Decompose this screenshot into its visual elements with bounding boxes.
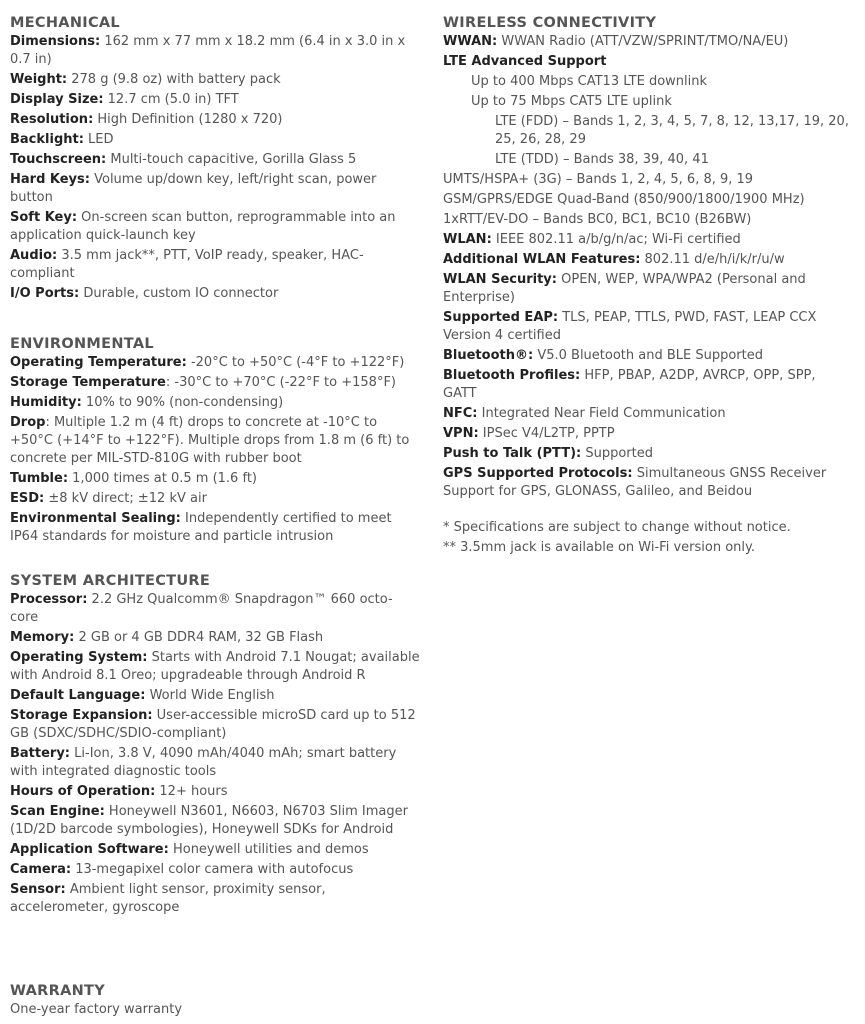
spec-value: V5.0 Bluetooth and BLE Supported: [533, 348, 763, 363]
spec-item: [10, 490, 420, 508]
spec-value: 1,000 times at 0.5 m (1.6 ft): [68, 471, 257, 486]
spec-label: Default Language:: [10, 688, 146, 703]
footnote: ** 3.5mm jack is available on Wi-Fi version only.: [443, 540, 755, 555]
spec-item: [10, 131, 420, 149]
spec-value: Supported: [581, 446, 653, 461]
spec-label: Additional WLAN Features:: [443, 252, 641, 267]
spec-item: [443, 405, 853, 423]
spec-value: LTE (TDD) – Bands 38, 39, 40, 41: [495, 152, 709, 167]
spec-item: [443, 465, 853, 501]
spec-item: [10, 881, 420, 917]
spec-item: [10, 803, 420, 839]
spec-item: [10, 151, 420, 169]
spec-item: [10, 91, 420, 109]
spec-item: [443, 231, 853, 249]
warranty-text: One-year factory warranty: [10, 1002, 183, 1017]
mechanical-section: [10, 14, 420, 305]
spec-label: Camera:: [10, 862, 72, 877]
environmental-list: [10, 354, 420, 546]
spec-item: [10, 629, 420, 647]
spec-item: [443, 347, 853, 365]
spec-item: [443, 53, 853, 71]
spec-label: Push to Talk (PTT):: [443, 446, 582, 461]
spec-value: 10% to 90% (non-condensing): [81, 395, 284, 410]
spec-label: ESD:: [10, 491, 45, 506]
spec-label: Touchscreen:: [10, 152, 107, 167]
spec-item: [10, 861, 420, 879]
spec-value: 12+ hours: [155, 784, 228, 799]
spec-value: Independently certified to meet IP64 standards for moisture and particle intrusion: [10, 511, 392, 544]
spec-item: [10, 71, 420, 89]
spec-value: 802.11 d/e/h/i/k/r/u/w: [640, 252, 785, 267]
spec-label: Environmental Sealing:: [10, 511, 181, 526]
spec-value: Simultaneous GNSS Receiver Support for GPS, GLONASS, Galileo, and Beidou: [443, 466, 827, 499]
spec-item: [443, 445, 853, 463]
spec-value: Up to 75 Mbps CAT5 LTE uplink: [471, 94, 672, 109]
spec-label: Weight:: [10, 72, 68, 87]
environmental-heading: ENVIRONMENTAL: [10, 336, 154, 352]
spec-label: Humidity:: [10, 395, 82, 410]
spec-value: 1xRTT/EV-DO – Bands BC0, BC1, BC10 (B26BW): [443, 212, 752, 227]
spec-item: [10, 285, 420, 303]
spec-item: [443, 191, 853, 209]
spec-value: Honeywell utilities and demos: [168, 842, 369, 857]
spec-value: WWAN Radio (ATT/VZW/SPRINT/TMO/NA/EU): [497, 34, 789, 49]
system-architecture-section: [10, 572, 420, 919]
spec-item: [10, 414, 420, 468]
spec-label: Application Software:: [10, 842, 169, 857]
spec-item: [10, 33, 420, 69]
spec-value: Integrated Near Field Communication: [477, 406, 726, 421]
spec-label: Storage Expansion:: [10, 708, 153, 723]
spec-value: UMTS/HSPA+ (3G) – Bands 1, 2, 4, 5, 6, 8, 9, 19: [443, 172, 754, 187]
spec-label: Operating Temperature:: [10, 355, 187, 370]
spec-value: Up to 400 Mbps CAT13 LTE downlink: [471, 74, 708, 89]
spec-value: 2.2 GHz Qualcomm® Snapdragon™ 660 octo-core: [10, 592, 393, 625]
spec-label: Sensor:: [10, 882, 66, 897]
spec-item: [10, 247, 420, 283]
spec-label: Tumble:: [10, 471, 69, 486]
spec-label: Processor:: [10, 592, 88, 607]
spec-item: [10, 171, 420, 207]
spec-label: Bluetooth®:: [443, 348, 534, 363]
wireless-section: [443, 14, 853, 559]
footnote: * Specifications are subject to change without notice.: [443, 520, 791, 535]
mechanical-list: [10, 33, 420, 303]
spec-label: Dimensions:: [10, 34, 101, 49]
spec-item: [10, 470, 420, 488]
spec-item: [10, 649, 420, 685]
spec-value: 13-megapixel color camera with autofocus: [71, 862, 354, 877]
spec-label: Operating System:: [10, 650, 148, 665]
spec-value: : -30°C to +70°C (-22°F to +158°F): [165, 375, 396, 390]
system-architecture-list: [10, 591, 420, 917]
spec-item: [10, 687, 420, 705]
spec-value: ±8 kV direct; ±12 kV air: [44, 491, 207, 506]
system-architecture-heading: SYSTEM ARCHITECTURE: [10, 573, 211, 589]
spec-value: Starts with Android 7.1 Nougat; available with Android 8.1 Oreo; upgradeable through Android R: [10, 650, 420, 683]
spec-value: HFP, PBAP, A2DP, AVRCP, OPP, SPP, GATT: [443, 368, 816, 401]
spec-label: Hours of Operation:: [10, 784, 156, 799]
spec-value: 3.5 mm jack**, PTT, VoIP ready, speaker, HAC-compliant: [10, 248, 364, 281]
spec-label: Battery:: [10, 746, 71, 761]
spec-item: [443, 33, 853, 51]
spec-value: Ambient light sensor, proximity sensor, accelerometer, gyroscope: [10, 882, 326, 915]
spec-item: [10, 374, 420, 392]
spec-value: Li-Ion, 3.8 V, 4090 mAh/4040 mAh; smart battery with integrated diagnostic tools: [10, 746, 397, 779]
spec-label: Scan Engine:: [10, 804, 105, 819]
spec-item: [443, 171, 853, 189]
spec-label: WLAN Security:: [443, 272, 557, 287]
spec-label: LTE Advanced Support: [443, 54, 607, 69]
spec-label: Hard Keys:: [10, 172, 90, 187]
spec-item: [10, 111, 420, 129]
spec-label: WLAN:: [443, 232, 492, 247]
spec-item: [10, 510, 420, 546]
spec-label: WWAN:: [443, 34, 498, 49]
spec-value: LED: [83, 132, 114, 147]
warranty-section: [10, 982, 420, 1021]
spec-value: GSM/GPRS/EDGE Quad-Band (850/900/1800/1900 MHz): [443, 192, 805, 207]
spec-label: Drop: [10, 415, 46, 430]
spec-value: OPEN, WEP, WPA/WPA2 (Personal and Enterprise): [443, 272, 806, 305]
spec-value: User-accessible microSD card up to 512 GB (SDXC/SDHC/SDIO-compliant): [10, 708, 416, 741]
spec-item: [10, 707, 420, 743]
spec-value: -20°C to +50°C (-4°F to +122°F): [186, 355, 405, 370]
environmental-section: [10, 335, 420, 548]
spec-label: Display Size:: [10, 92, 104, 107]
spec-value: Durable, custom IO connector: [79, 286, 279, 301]
spec-item: [10, 841, 420, 859]
spec-item: [10, 394, 420, 412]
spec-label: Audio:: [10, 248, 58, 263]
spec-item: [443, 151, 853, 169]
spec-value: : Multiple 1.2 m (4 ft) drops to concrete at -10°C to +50°C (+14°F to +122°F). Multiple drops from 1.8 m (6 ft) to concrete per MIL-STD-810G with rubber boot: [10, 415, 410, 466]
spec-value: IEEE 802.11 a/b/g/n/ac; Wi-Fi certified: [491, 232, 741, 247]
spec-label: NFC:: [443, 406, 478, 421]
spec-label: I/O Ports:: [10, 286, 80, 301]
warranty-heading: WARRANTY: [10, 983, 106, 999]
spec-label: Storage Temperature: [10, 375, 166, 390]
spec-item: [443, 73, 853, 91]
spec-item: [443, 309, 853, 345]
spec-item: [10, 745, 420, 781]
spec-label: Backlight:: [10, 132, 84, 147]
spec-item: [10, 354, 420, 372]
mechanical-heading: MECHANICAL: [10, 15, 120, 31]
spec-item: [443, 113, 853, 149]
spec-value: IPSec V4/L2TP, PPTP: [478, 426, 615, 441]
spec-value: Multi-touch capacitive, Gorilla Glass 5: [106, 152, 357, 167]
spec-item: [10, 783, 420, 801]
spec-value: Honeywell N3601, N6603, N6703 Slim Imager (1D/2D barcode symbologies), Honeywell SDKs for Android: [10, 804, 408, 837]
spec-item: [443, 93, 853, 111]
spec-label: GPS Supported Protocols:: [443, 466, 633, 481]
spec-value: TLS, PEAP, TTLS, PWD, FAST, LEAP CCX Version 4 certified: [443, 310, 817, 343]
spec-value: 162 mm x 77 mm x 18.2 mm (6.4 in x 3.0 in x 0.7 in): [10, 34, 406, 67]
spec-value: High Definition (1280 x 720): [93, 112, 283, 127]
spec-label: Soft Key:: [10, 210, 78, 225]
spec-item: [443, 271, 853, 307]
spec-item: [10, 591, 420, 627]
spec-item: [443, 251, 853, 269]
spec-value: 2 GB or 4 GB DDR4 RAM, 32 GB Flash: [74, 630, 324, 645]
spec-label: Resolution:: [10, 112, 94, 127]
spec-value: On-screen scan button, reprogrammable into an application quick-launch key: [10, 210, 396, 243]
spec-value: World Wide English: [145, 688, 275, 703]
spec-label: Supported EAP:: [443, 310, 559, 325]
wireless-list: [443, 33, 853, 501]
spec-label: Bluetooth Profiles:: [443, 368, 581, 383]
spec-label: Memory:: [10, 630, 75, 645]
spec-item: [443, 211, 853, 229]
spec-value: 278 g (9.8 oz) with battery pack: [67, 72, 281, 87]
spec-value: 12.7 cm (5.0 in) TFT: [103, 92, 239, 107]
spec-value: LTE (FDD) – Bands 1, 2, 3, 4, 5, 7, 8, 12, 13,17, 19, 20, 25, 26, 28, 29: [495, 114, 849, 147]
spec-item: [10, 209, 420, 245]
spec-item: [443, 367, 853, 403]
spec-label: VPN:: [443, 426, 479, 441]
wireless-heading: WIRELESS CONNECTIVITY: [443, 15, 657, 31]
spec-value: Volume up/down key, left/right scan, power button: [10, 172, 377, 205]
spec-item: [443, 425, 853, 443]
